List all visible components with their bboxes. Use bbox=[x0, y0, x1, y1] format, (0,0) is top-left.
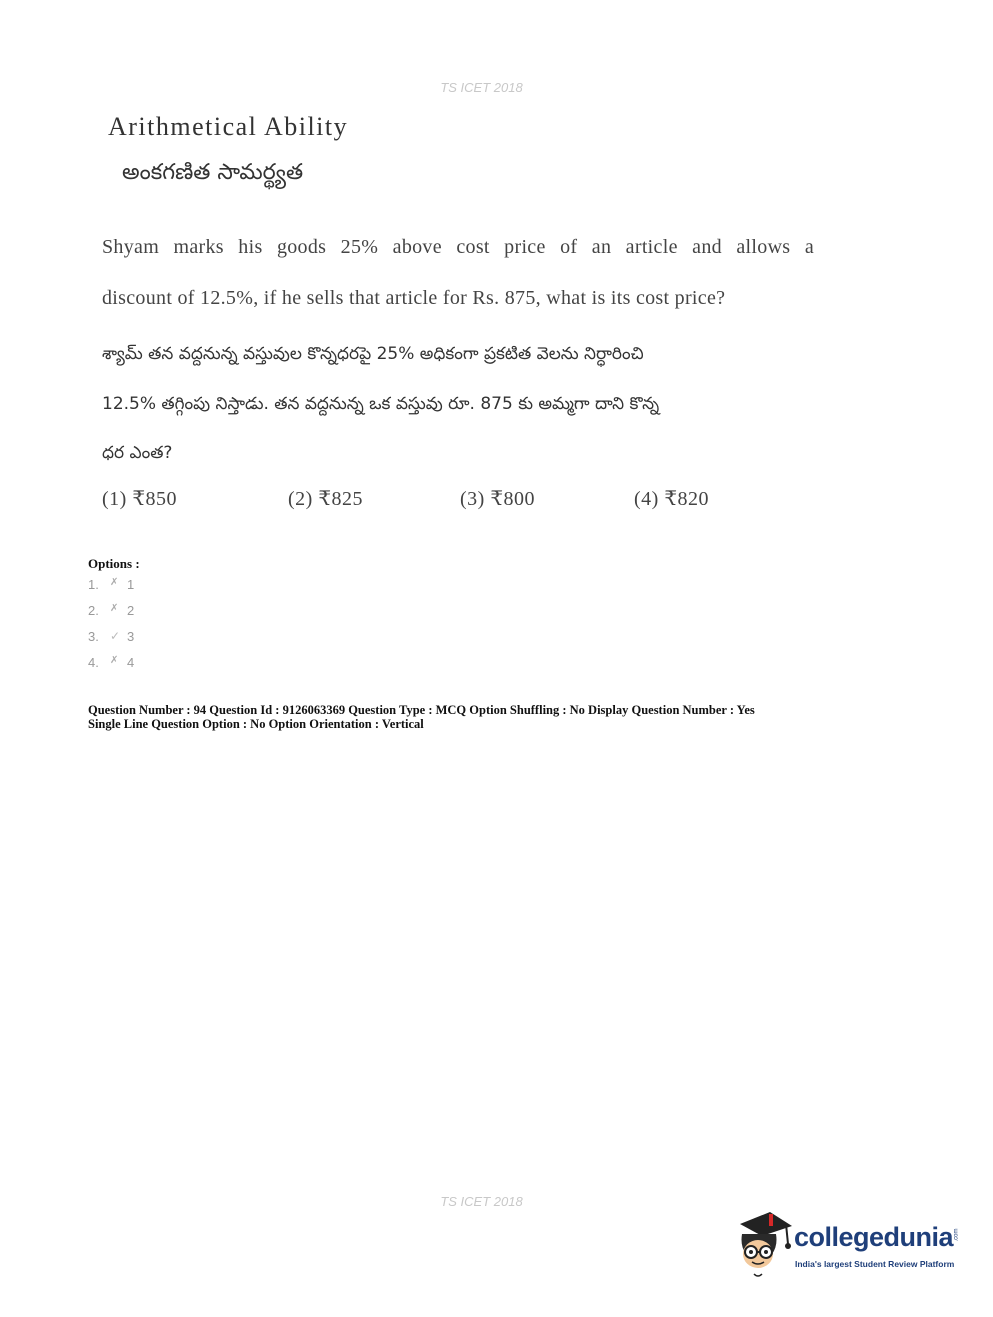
answer-choices bbox=[102, 486, 742, 516]
logo-suffix: .com bbox=[953, 1228, 960, 1242]
option-row-2 bbox=[88, 603, 134, 629]
answer-choice-4: (4) ₹820 bbox=[634, 488, 710, 510]
option-label: 1 bbox=[127, 577, 135, 592]
answer-choice-3: (3) ₹800 bbox=[460, 488, 536, 510]
cross-icon: ✗ bbox=[110, 577, 119, 588]
logo-tagline: India's largest Student Review Platform bbox=[795, 1259, 955, 1269]
section-title: Arithmetical Ability bbox=[108, 112, 349, 141]
logo-wordmark: collegedunia bbox=[794, 1222, 954, 1252]
watermark-top: TS ICET 2018 bbox=[440, 80, 523, 95]
options-heading: Options : bbox=[88, 556, 140, 571]
question-text-en-line1: Shyam marks his goods 25% above cost price of an article and allows a bbox=[102, 236, 814, 258]
option-label: 4 bbox=[127, 655, 135, 670]
options-list bbox=[88, 577, 134, 681]
answer-choice-1: (1) ₹850 bbox=[102, 488, 178, 510]
option-number: 2. bbox=[88, 603, 99, 618]
cross-icon: ✗ bbox=[110, 603, 119, 614]
section-title-telugu: అంకగణిత సామర్థ్యత bbox=[122, 160, 304, 185]
option-label: 2 bbox=[127, 603, 135, 618]
watermark-bottom: TS ICET 2018 bbox=[440, 1194, 523, 1209]
option-number: 3. bbox=[88, 629, 99, 644]
option-row-1 bbox=[88, 577, 134, 603]
question-metadata-line2: Single Line Question Option : No Option Orientation : Vertical bbox=[88, 717, 424, 731]
question-metadata-line1: Question Number : 94 Question Id : 9126063369 Question Type : MCQ Option Shuffling : No Display Question Number : Yes bbox=[88, 703, 755, 717]
option-row-3 bbox=[88, 629, 134, 655]
cross-icon: ✗ bbox=[110, 655, 119, 666]
collegedunia-logo bbox=[736, 1210, 966, 1280]
mascot-icon bbox=[736, 1210, 794, 1280]
option-number: 1. bbox=[88, 577, 99, 592]
answer-choice-2: (2) ₹825 bbox=[288, 488, 364, 510]
option-row-4 bbox=[88, 655, 134, 681]
question-text-te-line3: ధర ఎంత? bbox=[102, 443, 173, 463]
question-text-te-line2: 12.5% తగ్గింపు నిస్తాడు. తన వద్దనున్న ఒక వస్తువు రూ. 875 కు అమ్మగా దాని కొన్న bbox=[102, 394, 660, 414]
question-text-te-line1: శ్యామ్ తన వద్దనున్న వస్తువుల కొన్నధరపై 25% అధికంగా ప్రకటిత వెలను నిర్ధారించి bbox=[102, 344, 644, 364]
option-number: 4. bbox=[88, 655, 99, 670]
question-metadata bbox=[88, 703, 868, 731]
option-label: 3 bbox=[127, 629, 135, 644]
question-text-en-line2: discount of 12.5%, if he sells that article for Rs. 875, what is its cost price? bbox=[102, 287, 726, 309]
check-icon: ✓ bbox=[110, 629, 121, 643]
